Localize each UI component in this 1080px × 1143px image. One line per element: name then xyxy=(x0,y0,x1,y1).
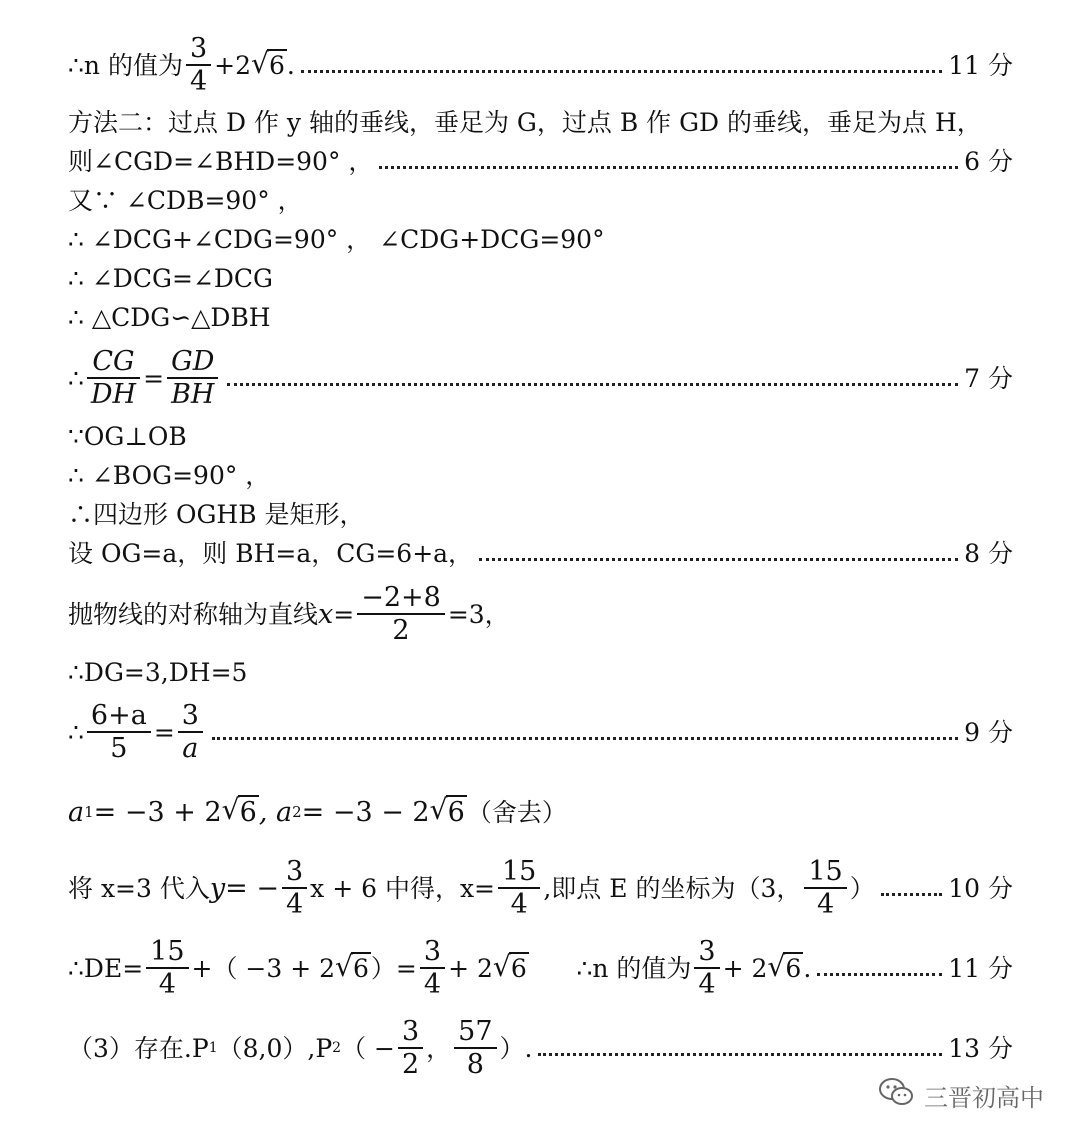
solution-line xyxy=(68,694,1013,770)
text: ∴ △CDG∽△DBH xyxy=(68,302,271,332)
solution-line xyxy=(68,576,1013,652)
variable: , a xyxy=(258,796,293,828)
text: ∴ xyxy=(68,717,84,747)
sqrt: √ 6 xyxy=(222,799,259,826)
solution-line xyxy=(68,496,1013,532)
fraction: $\frac{3}{4}$ xyxy=(282,856,307,920)
dot-leader xyxy=(538,1053,942,1056)
text: ∵OG⊥OB xyxy=(68,421,187,451)
fraction: $\frac{15}{4}$ xyxy=(146,936,188,1000)
text: ,即点 E 的坐标为（3， xyxy=(543,873,802,903)
text: + 2 xyxy=(448,953,493,983)
text: = xyxy=(333,599,355,629)
solution-line xyxy=(68,535,1013,571)
watermark xyxy=(878,1077,1044,1113)
sqrt: √ 6 xyxy=(335,956,371,981)
score: 8 分 xyxy=(964,538,1013,568)
dot-leader xyxy=(379,166,958,169)
text: ）= xyxy=(370,953,417,983)
fraction: $\frac{3}{4}$ xyxy=(420,936,445,1000)
text: ∴四边形 OGHB 是矩形， xyxy=(68,499,365,529)
text: 抛物线的对称轴为直线 xyxy=(68,599,319,629)
text: 将 x=3 代入 xyxy=(68,873,210,903)
text: ）. xyxy=(499,1033,533,1063)
solution-line xyxy=(68,104,1013,140)
text: （8,0）,P xyxy=(217,1033,333,1063)
score: 13 分 xyxy=(948,1033,1013,1063)
solution-line xyxy=(68,930,1013,1006)
text: （3）存在.P xyxy=(68,1033,209,1063)
dot-leader xyxy=(301,70,942,73)
text: =3， xyxy=(447,599,510,629)
score: 11 分 xyxy=(948,953,1013,983)
text: + 2 xyxy=(722,953,768,983)
fraction: $\frac{3}{4}$ xyxy=(694,936,719,1000)
solution-line: （3）存在.P 1 （8,0）,P 2 （ − $\frac{3}{2}$ ， $\frac{57}{8}$ ）. 13 分 xyxy=(68,1015,1013,1080)
solution-line xyxy=(68,340,1013,416)
score: 6 分 xyxy=(964,146,1013,176)
solution-line xyxy=(68,182,1013,218)
text: = xyxy=(153,717,175,747)
dot-leader xyxy=(881,893,943,896)
variable: y xyxy=(209,872,226,904)
text: = −3 + 2 xyxy=(93,796,222,828)
fraction: $\frac{3}{a}$ xyxy=(178,700,203,764)
fraction: $\frac{GD}{BH}$ xyxy=(167,346,218,410)
sqrt: √ 6 xyxy=(430,799,467,826)
text: 又∵ ∠CDB=90° ， xyxy=(68,185,303,215)
text: x + 6 中得，x= xyxy=(310,873,495,903)
text: +2 xyxy=(214,50,252,80)
text: = − xyxy=(225,872,279,904)
fraction: $\frac{-2+8}{2}$ xyxy=(357,582,445,646)
text: ∴ ∠BOG=90° ， xyxy=(68,460,271,490)
watermark-text: 三晋初高中 xyxy=(924,1083,1044,1112)
solution-line xyxy=(68,143,1013,179)
text: +（ −3 + 2 xyxy=(191,953,336,983)
fraction: $\frac{15}{4}$ xyxy=(804,856,846,920)
dot-leader xyxy=(227,383,958,386)
solution-line xyxy=(68,260,1013,296)
text: ∴ ∠DCG=∠DCG xyxy=(68,263,273,293)
text: . xyxy=(286,50,295,80)
text: ∴ ∠DCG+∠CDG=90° ， ∠CDG+DCG=90° xyxy=(68,224,605,254)
text: = xyxy=(143,363,165,393)
sqrt: √ 6 xyxy=(767,956,803,981)
score: 10 分 xyxy=(948,873,1013,903)
fraction: $\frac{CG}{DH}$ xyxy=(87,346,140,410)
text: . xyxy=(803,953,812,983)
dot-leader xyxy=(479,558,958,561)
score: 11 分 xyxy=(948,50,1013,80)
solution-line xyxy=(68,418,1013,454)
fraction: $\frac{6+a}{5}$ xyxy=(87,700,151,764)
text: ∴DG=3,DH=5 xyxy=(68,657,248,687)
fraction: $\frac{3}{2}$ xyxy=(398,1016,423,1080)
text: 设 OG=a，则 BH=a，CG=6+a， xyxy=(68,538,474,568)
solution-line xyxy=(68,654,1013,690)
text: = −3 − 2 xyxy=(301,796,430,828)
solution-line xyxy=(68,221,1013,257)
text: ） xyxy=(849,873,875,903)
sqrt: √ 6 xyxy=(251,53,287,78)
sqrt: √ 6 xyxy=(493,956,529,981)
text: ∴ xyxy=(68,363,84,393)
solution-line xyxy=(68,30,1013,100)
score: 9 分 xyxy=(964,717,1013,747)
solution-line xyxy=(68,299,1013,335)
variable: x xyxy=(318,598,334,630)
solution-line xyxy=(68,457,1013,493)
dot-leader xyxy=(817,973,942,976)
solution-line xyxy=(68,850,1013,926)
fraction: $\frac{3}{4}$ xyxy=(186,33,211,97)
text: ， xyxy=(426,1033,452,1063)
text: ∴DE= xyxy=(68,953,144,983)
text: 则∠CGD=∠BHD=90° ， xyxy=(68,146,374,176)
fraction: $\frac{15}{4}$ xyxy=(498,856,540,920)
fraction: $\frac{57}{8}$ xyxy=(454,1016,496,1080)
text: ∴n 的值为 xyxy=(68,50,183,80)
text: ∴n 的值为 xyxy=(528,953,692,983)
solution-line: a 1 = −3 + 2 √ 6 , a 2 = −3 − 2 √ 6 （舍去） xyxy=(68,790,1013,834)
wechat-icon xyxy=(878,1077,914,1113)
dot-leader xyxy=(212,737,958,740)
text: （ − xyxy=(341,1033,395,1063)
variable: a xyxy=(68,796,85,828)
text: （舍去） xyxy=(466,797,567,827)
score: 7 分 xyxy=(964,363,1013,393)
text: 方法二：过点 D 作 y 轴的垂线，垂足为 G，过点 B 作 GD 的垂线，垂足为点 H， xyxy=(68,107,982,137)
